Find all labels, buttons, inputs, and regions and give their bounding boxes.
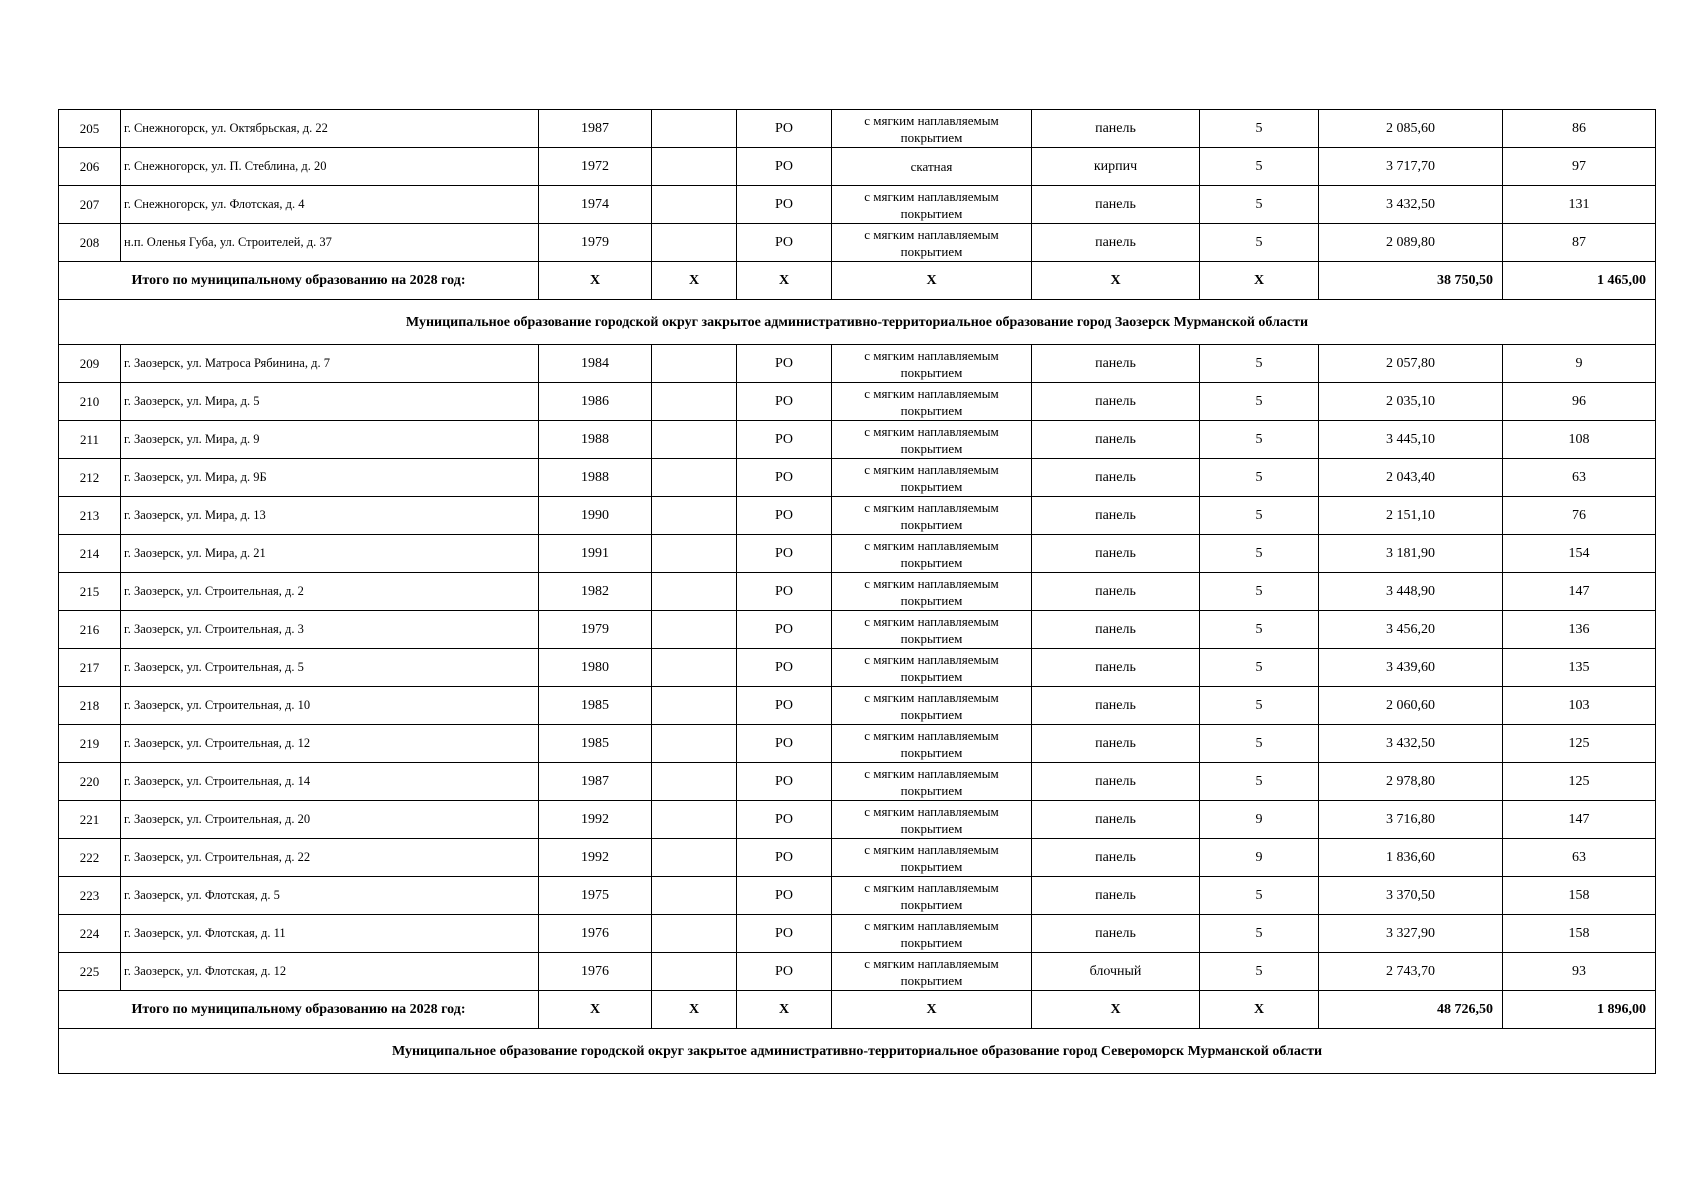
area-cell: 2 978,80 <box>1319 763 1503 801</box>
type-cell: РО <box>737 725 832 763</box>
empty-cell <box>652 383 737 421</box>
empty-cell <box>652 763 737 801</box>
table-row <box>59 497 1656 535</box>
type-cell: РО <box>737 383 832 421</box>
row-number-cell: 211 <box>59 421 121 459</box>
walls-cell: панель <box>1032 763 1200 801</box>
table-row <box>59 383 1656 421</box>
section-heading-row <box>59 300 1656 345</box>
empty-cell <box>652 224 737 262</box>
table-row <box>59 186 1656 224</box>
table-row <box>59 459 1656 497</box>
empty-cell <box>652 497 737 535</box>
total-x-mark: Х <box>1032 262 1200 300</box>
empty-cell <box>652 611 737 649</box>
area-cell: 3 181,90 <box>1319 535 1503 573</box>
type-cell: РО <box>737 224 832 262</box>
housing-table <box>58 109 1656 1074</box>
row-number-cell: 223 <box>59 877 121 915</box>
floors-cell: 5 <box>1200 725 1319 763</box>
type-cell: РО <box>737 345 832 383</box>
table-row <box>59 763 1656 801</box>
walls-cell: панель <box>1032 186 1200 224</box>
roof-cell: с мягким наплавляемым покрытием <box>832 383 1032 421</box>
total-x-mark: Х <box>832 262 1032 300</box>
residents-cell: 158 <box>1503 915 1656 953</box>
roof-cell: скатная <box>832 148 1032 186</box>
address-cell: г. Снежногорск, ул. Флотская, д. 4 <box>121 186 539 224</box>
area-cell: 3 717,70 <box>1319 148 1503 186</box>
walls-cell: панель <box>1032 224 1200 262</box>
empty-cell <box>652 649 737 687</box>
total-label: Итого по муниципальному образованию на 2028 год: <box>59 262 539 300</box>
row-number-cell: 213 <box>59 497 121 535</box>
residents-cell: 86 <box>1503 110 1656 148</box>
floors-cell: 5 <box>1200 110 1319 148</box>
table-body <box>59 110 1656 1074</box>
walls-cell: панель <box>1032 611 1200 649</box>
area-cell: 2 089,80 <box>1319 224 1503 262</box>
year-cell: 1979 <box>539 224 652 262</box>
floors-cell: 5 <box>1200 186 1319 224</box>
row-number-cell: 224 <box>59 915 121 953</box>
residents-cell: 147 <box>1503 573 1656 611</box>
residents-cell: 147 <box>1503 801 1656 839</box>
year-cell: 1980 <box>539 649 652 687</box>
year-cell: 1976 <box>539 915 652 953</box>
area-cell: 3 456,20 <box>1319 611 1503 649</box>
row-number-cell: 207 <box>59 186 121 224</box>
row-number-cell: 209 <box>59 345 121 383</box>
walls-cell: панель <box>1032 573 1200 611</box>
row-number-cell: 214 <box>59 535 121 573</box>
residents-cell: 154 <box>1503 535 1656 573</box>
residents-cell: 135 <box>1503 649 1656 687</box>
roof-cell: с мягким наплавляемым покрытием <box>832 763 1032 801</box>
document-sheet <box>58 109 1655 1074</box>
total-x-mark: Х <box>737 991 832 1029</box>
table-row <box>59 224 1656 262</box>
address-cell: г. Заозерск, ул. Строительная, д. 22 <box>121 839 539 877</box>
area-cell: 2 085,60 <box>1319 110 1503 148</box>
year-cell: 1972 <box>539 148 652 186</box>
floors-cell: 5 <box>1200 497 1319 535</box>
residents-cell: 158 <box>1503 877 1656 915</box>
area-cell: 2 057,80 <box>1319 345 1503 383</box>
area-cell: 2 060,60 <box>1319 687 1503 725</box>
type-cell: РО <box>737 110 832 148</box>
roof-cell: с мягким наплавляемым покрытием <box>832 535 1032 573</box>
type-cell: РО <box>737 148 832 186</box>
area-cell: 2 151,10 <box>1319 497 1503 535</box>
total-label: Итого по муниципальному образованию на 2028 год: <box>59 991 539 1029</box>
roof-cell: с мягким наплавляемым покрытием <box>832 497 1032 535</box>
address-cell: г. Заозерск, ул. Строительная, д. 3 <box>121 611 539 649</box>
residents-cell: 103 <box>1503 687 1656 725</box>
roof-cell: с мягким наплавляемым покрытием <box>832 421 1032 459</box>
walls-cell: панель <box>1032 915 1200 953</box>
year-cell: 1991 <box>539 535 652 573</box>
table-row <box>59 687 1656 725</box>
roof-cell: с мягким наплавляемым покрытием <box>832 611 1032 649</box>
walls-cell: панель <box>1032 725 1200 763</box>
address-cell: г. Заозерск, ул. Флотская, д. 5 <box>121 877 539 915</box>
address-cell: г. Снежногорск, ул. Октябрьская, д. 22 <box>121 110 539 148</box>
residents-cell: 63 <box>1503 459 1656 497</box>
walls-cell: панель <box>1032 649 1200 687</box>
floors-cell: 5 <box>1200 345 1319 383</box>
year-cell: 1986 <box>539 383 652 421</box>
year-cell: 1988 <box>539 421 652 459</box>
floors-cell: 5 <box>1200 573 1319 611</box>
type-cell: РО <box>737 611 832 649</box>
address-cell: г. Заозерск, ул. Строительная, д. 20 <box>121 801 539 839</box>
total-residents: 1 896,00 <box>1503 991 1656 1029</box>
row-number-cell: 205 <box>59 110 121 148</box>
empty-cell <box>652 110 737 148</box>
row-number-cell: 225 <box>59 953 121 991</box>
empty-cell <box>652 915 737 953</box>
area-cell: 3 448,90 <box>1319 573 1503 611</box>
walls-cell: панель <box>1032 383 1200 421</box>
year-cell: 1987 <box>539 110 652 148</box>
area-cell: 3 439,60 <box>1319 649 1503 687</box>
floors-cell: 5 <box>1200 383 1319 421</box>
address-cell: г. Заозерск, ул. Матроса Рябинина, д. 7 <box>121 345 539 383</box>
roof-cell: с мягким наплавляемым покрытием <box>832 224 1032 262</box>
floors-cell: 5 <box>1200 421 1319 459</box>
address-cell: н.п. Оленья Губа, ул. Строителей, д. 37 <box>121 224 539 262</box>
floors-cell: 5 <box>1200 877 1319 915</box>
year-cell: 1992 <box>539 839 652 877</box>
row-number-cell: 210 <box>59 383 121 421</box>
address-cell: г. Заозерск, ул. Флотская, д. 12 <box>121 953 539 991</box>
floors-cell: 5 <box>1200 611 1319 649</box>
walls-cell: панель <box>1032 687 1200 725</box>
address-cell: г. Заозерск, ул. Мира, д. 5 <box>121 383 539 421</box>
residents-cell: 136 <box>1503 611 1656 649</box>
residents-cell: 108 <box>1503 421 1656 459</box>
address-cell: г. Заозерск, ул. Мира, д. 9Б <box>121 459 539 497</box>
row-number-cell: 219 <box>59 725 121 763</box>
floors-cell: 5 <box>1200 148 1319 186</box>
roof-cell: с мягким наплавляемым покрытием <box>832 953 1032 991</box>
walls-cell: панель <box>1032 839 1200 877</box>
area-cell: 3 432,50 <box>1319 725 1503 763</box>
table-row <box>59 953 1656 991</box>
roof-cell: с мягким наплавляемым покрытием <box>832 801 1032 839</box>
year-cell: 1979 <box>539 611 652 649</box>
roof-cell: с мягким наплавляемым покрытием <box>832 915 1032 953</box>
type-cell: РО <box>737 915 832 953</box>
residents-cell: 93 <box>1503 953 1656 991</box>
address-cell: г. Заозерск, ул. Строительная, д. 14 <box>121 763 539 801</box>
residents-cell: 63 <box>1503 839 1656 877</box>
walls-cell: блочный <box>1032 953 1200 991</box>
row-number-cell: 208 <box>59 224 121 262</box>
roof-cell: с мягким наплавляемым покрытием <box>832 877 1032 915</box>
table-row <box>59 839 1656 877</box>
residents-cell: 125 <box>1503 763 1656 801</box>
empty-cell <box>652 345 737 383</box>
year-cell: 1984 <box>539 345 652 383</box>
address-cell: г. Заозерск, ул. Строительная, д. 12 <box>121 725 539 763</box>
roof-cell: с мягким наплавляемым покрытием <box>832 687 1032 725</box>
address-cell: г. Заозерск, ул. Строительная, д. 10 <box>121 687 539 725</box>
walls-cell: панель <box>1032 801 1200 839</box>
walls-cell: панель <box>1032 459 1200 497</box>
floors-cell: 5 <box>1200 649 1319 687</box>
walls-cell: панель <box>1032 345 1200 383</box>
type-cell: РО <box>737 649 832 687</box>
address-cell: г. Заозерск, ул. Строительная, д. 5 <box>121 649 539 687</box>
residents-cell: 87 <box>1503 224 1656 262</box>
total-x-mark: Х <box>1200 991 1319 1029</box>
total-x-mark: Х <box>832 991 1032 1029</box>
row-number-cell: 206 <box>59 148 121 186</box>
floors-cell: 5 <box>1200 687 1319 725</box>
section-heading: Муниципальное образование городской округ закрытое административно-территориальное образование город Североморск Мурманской области <box>59 1029 1656 1074</box>
residents-cell: 9 <box>1503 345 1656 383</box>
row-number-cell: 220 <box>59 763 121 801</box>
section-heading: Муниципальное образование городской округ закрытое административно-территориальное образование город Заозерск Мурманской области <box>59 300 1656 345</box>
total-area: 38 750,50 <box>1319 262 1503 300</box>
address-cell: г. Заозерск, ул. Строительная, д. 2 <box>121 573 539 611</box>
walls-cell: панель <box>1032 497 1200 535</box>
floors-cell: 5 <box>1200 459 1319 497</box>
total-x-mark: Х <box>737 262 832 300</box>
empty-cell <box>652 877 737 915</box>
empty-cell <box>652 186 737 224</box>
row-number-cell: 217 <box>59 649 121 687</box>
walls-cell: панель <box>1032 421 1200 459</box>
table-row <box>59 345 1656 383</box>
residents-cell: 96 <box>1503 383 1656 421</box>
area-cell: 3 716,80 <box>1319 801 1503 839</box>
year-cell: 1992 <box>539 801 652 839</box>
type-cell: РО <box>737 953 832 991</box>
table-row <box>59 725 1656 763</box>
area-cell: 3 432,50 <box>1319 186 1503 224</box>
roof-cell: с мягким наплавляемым покрытием <box>832 345 1032 383</box>
floors-cell: 9 <box>1200 801 1319 839</box>
type-cell: РО <box>737 839 832 877</box>
empty-cell <box>652 459 737 497</box>
year-cell: 1975 <box>539 877 652 915</box>
area-cell: 3 370,50 <box>1319 877 1503 915</box>
table-row <box>59 148 1656 186</box>
table-row <box>59 110 1656 148</box>
type-cell: РО <box>737 497 832 535</box>
walls-cell: панель <box>1032 535 1200 573</box>
row-number-cell: 222 <box>59 839 121 877</box>
empty-cell <box>652 148 737 186</box>
address-cell: г. Заозерск, ул. Мира, д. 13 <box>121 497 539 535</box>
row-number-cell: 215 <box>59 573 121 611</box>
walls-cell: панель <box>1032 110 1200 148</box>
year-cell: 1982 <box>539 573 652 611</box>
empty-cell <box>652 839 737 877</box>
year-cell: 1976 <box>539 953 652 991</box>
walls-cell: панель <box>1032 877 1200 915</box>
year-cell: 1974 <box>539 186 652 224</box>
section-heading-row <box>59 1029 1656 1074</box>
table-row <box>59 877 1656 915</box>
table-row <box>59 421 1656 459</box>
address-cell: г. Снежногорск, ул. П. Стеблина, д. 20 <box>121 148 539 186</box>
floors-cell: 5 <box>1200 763 1319 801</box>
total-x-mark: Х <box>1200 262 1319 300</box>
empty-cell <box>652 421 737 459</box>
roof-cell: с мягким наплавляемым покрытием <box>832 839 1032 877</box>
year-cell: 1987 <box>539 763 652 801</box>
row-number-cell: 221 <box>59 801 121 839</box>
table-row <box>59 611 1656 649</box>
total-residents: 1 465,00 <box>1503 262 1656 300</box>
floors-cell: 5 <box>1200 915 1319 953</box>
total-x-mark: Х <box>539 262 652 300</box>
residents-cell: 97 <box>1503 148 1656 186</box>
total-row <box>59 262 1656 300</box>
area-cell: 2 043,40 <box>1319 459 1503 497</box>
address-cell: г. Заозерск, ул. Мира, д. 21 <box>121 535 539 573</box>
empty-cell <box>652 953 737 991</box>
empty-cell <box>652 801 737 839</box>
type-cell: РО <box>737 801 832 839</box>
roof-cell: с мягким наплавляемым покрытием <box>832 649 1032 687</box>
residents-cell: 131 <box>1503 186 1656 224</box>
walls-cell: кирпич <box>1032 148 1200 186</box>
empty-cell <box>652 687 737 725</box>
total-x-mark: Х <box>1032 991 1200 1029</box>
area-cell: 1 836,60 <box>1319 839 1503 877</box>
type-cell: РО <box>737 573 832 611</box>
roof-cell: с мягким наплавляемым покрытием <box>832 725 1032 763</box>
empty-cell <box>652 573 737 611</box>
address-cell: г. Заозерск, ул. Флотская, д. 11 <box>121 915 539 953</box>
type-cell: РО <box>737 186 832 224</box>
row-number-cell: 218 <box>59 687 121 725</box>
floors-cell: 5 <box>1200 224 1319 262</box>
floors-cell: 5 <box>1200 953 1319 991</box>
total-x-mark: Х <box>539 991 652 1029</box>
area-cell: 3 445,10 <box>1319 421 1503 459</box>
roof-cell: с мягким наплавляемым покрытием <box>832 573 1032 611</box>
year-cell: 1990 <box>539 497 652 535</box>
roof-cell: с мягким наплавляемым покрытием <box>832 110 1032 148</box>
floors-cell: 9 <box>1200 839 1319 877</box>
area-cell: 3 327,90 <box>1319 915 1503 953</box>
area-cell: 2 743,70 <box>1319 953 1503 991</box>
floors-cell: 5 <box>1200 535 1319 573</box>
total-row <box>59 991 1656 1029</box>
type-cell: РО <box>737 877 832 915</box>
row-number-cell: 216 <box>59 611 121 649</box>
year-cell: 1985 <box>539 725 652 763</box>
roof-cell: с мягким наплавляемым покрытием <box>832 186 1032 224</box>
residents-cell: 76 <box>1503 497 1656 535</box>
empty-cell <box>652 535 737 573</box>
table-row <box>59 915 1656 953</box>
roof-cell: с мягким наплавляемым покрытием <box>832 459 1032 497</box>
total-x-mark: Х <box>652 262 737 300</box>
residents-cell: 125 <box>1503 725 1656 763</box>
area-cell: 2 035,10 <box>1319 383 1503 421</box>
row-number-cell: 212 <box>59 459 121 497</box>
type-cell: РО <box>737 687 832 725</box>
table-row <box>59 801 1656 839</box>
type-cell: РО <box>737 421 832 459</box>
year-cell: 1985 <box>539 687 652 725</box>
address-cell: г. Заозерск, ул. Мира, д. 9 <box>121 421 539 459</box>
table-row <box>59 573 1656 611</box>
table-row <box>59 649 1656 687</box>
empty-cell <box>652 725 737 763</box>
type-cell: РО <box>737 535 832 573</box>
type-cell: РО <box>737 763 832 801</box>
table-row <box>59 535 1656 573</box>
total-area: 48 726,50 <box>1319 991 1503 1029</box>
type-cell: РО <box>737 459 832 497</box>
year-cell: 1988 <box>539 459 652 497</box>
total-x-mark: Х <box>652 991 737 1029</box>
